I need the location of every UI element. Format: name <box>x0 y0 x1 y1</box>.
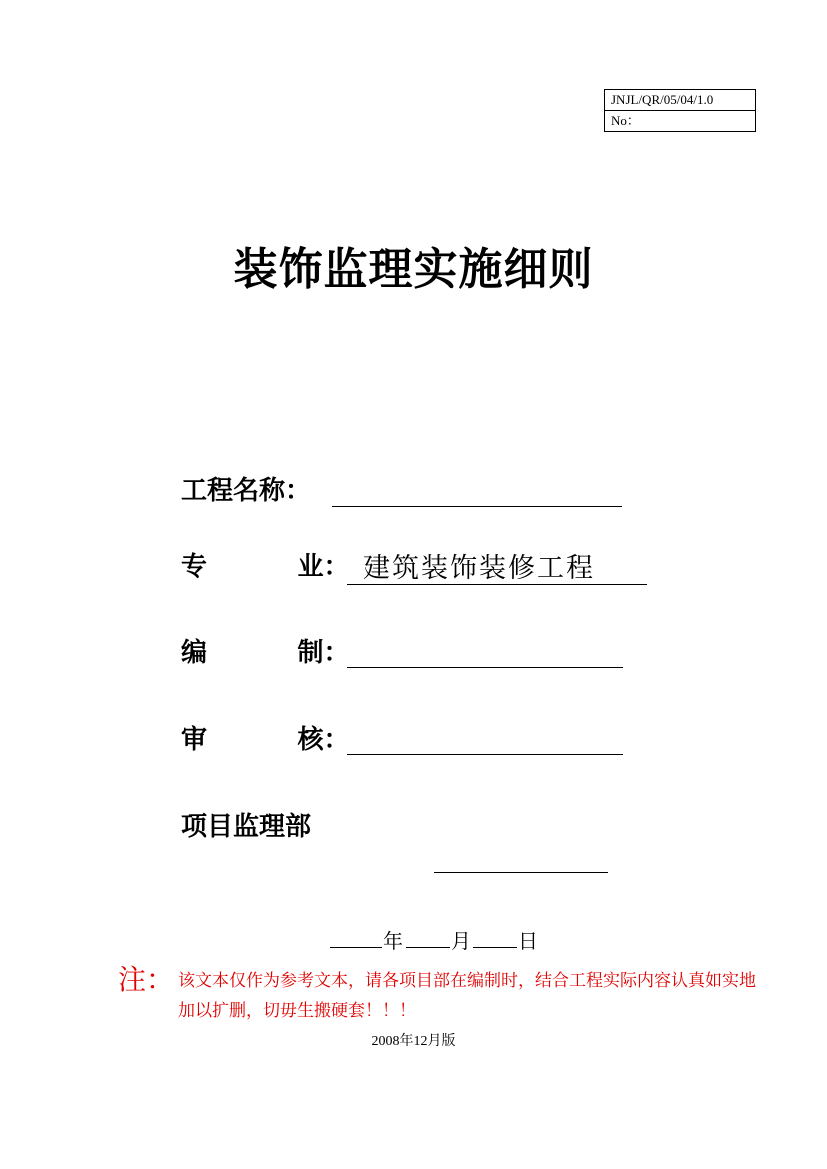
department-line[interactable] <box>434 872 608 873</box>
specialty-value: 建筑装饰装修工程 <box>363 553 595 584</box>
edition-label: 2008年12月版 <box>371 1034 456 1049</box>
day-label: 日 <box>518 929 538 953</box>
department-label: 项目监理部 <box>181 812 312 842</box>
reviewed-by-line[interactable] <box>347 754 623 755</box>
year-label: 年 <box>383 929 403 953</box>
note-text: 该文本仅作为参考文本，请各项目部在编制时，结合工程实际内容认真如实地加以扩删，切毋生搬硬套！！！ <box>178 971 756 1021</box>
day-blank[interactable] <box>473 925 517 948</box>
reviewed-by-label: 审 核： <box>181 725 350 755</box>
document-code: JNJL/QR/05/04/1.0 <box>611 92 714 107</box>
document-number-label: No： <box>605 110 755 131</box>
compiled-by-line[interactable] <box>347 667 623 668</box>
page-title: 装饰监理实施细则 <box>233 244 594 295</box>
year-blank[interactable] <box>330 925 382 948</box>
month-label: 月 <box>451 929 471 953</box>
note-label: 注： <box>118 963 175 996</box>
project-name-label: 工程名称： <box>181 476 312 506</box>
month-blank[interactable] <box>406 925 450 948</box>
specialty-label: 专 业： <box>181 552 350 582</box>
compiled-by-label: 编 制： <box>181 638 350 668</box>
project-name-line[interactable] <box>332 506 622 507</box>
document-code-box <box>604 89 756 132</box>
